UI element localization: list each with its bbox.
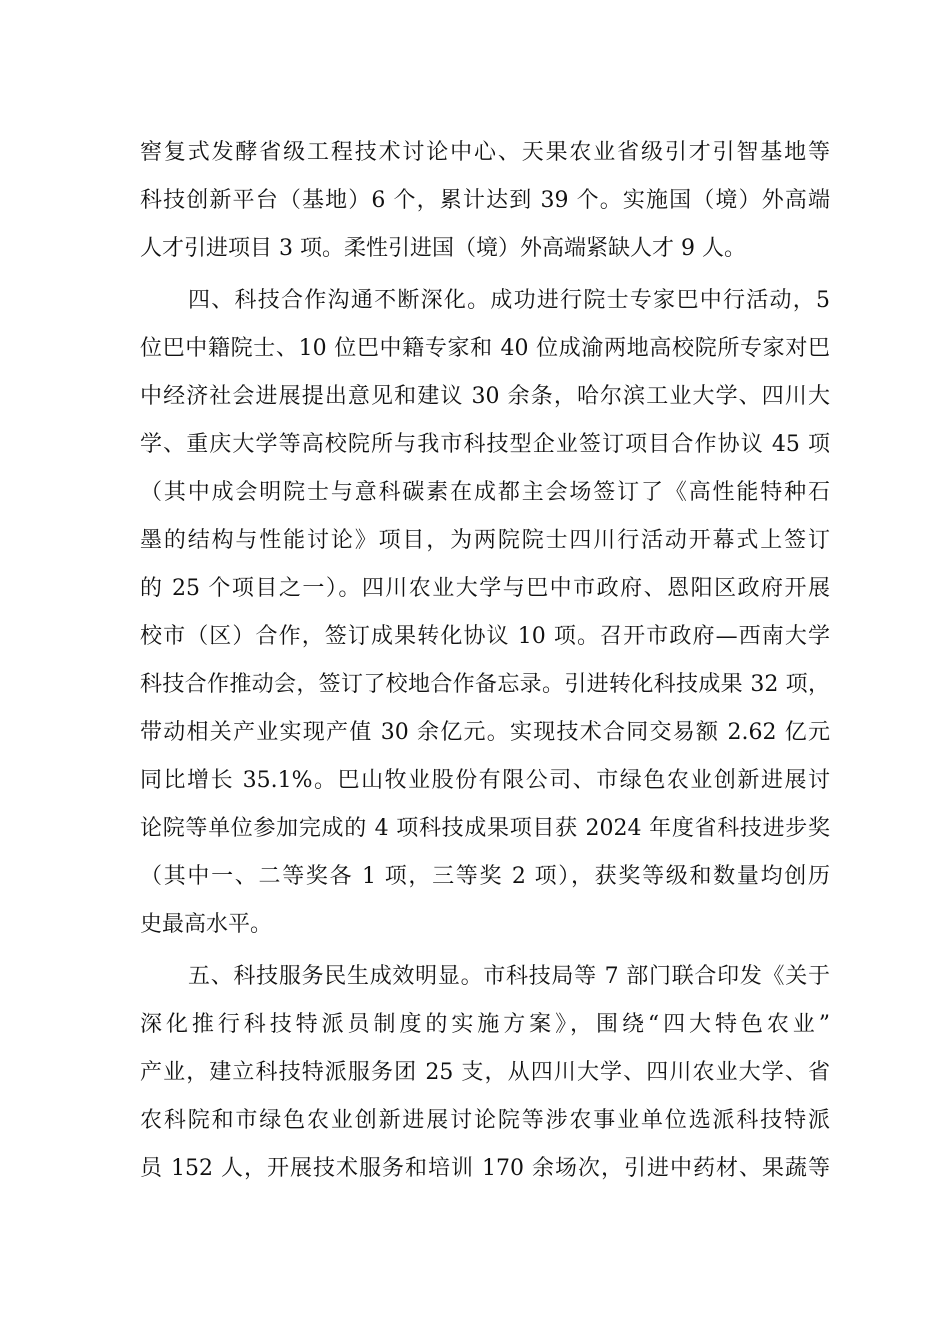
paragraph-4-line-11: 同比增长 35.1%。巴山牧业股份有限公司、市绿色农业创新进展讨: [140, 768, 830, 793]
paragraph-3-line-1: 窖复式发酵省级工程技术讨论中心、天果农业省级引才引智基地等: [140, 140, 830, 165]
paragraph-3-line-2: 科技创新平台（基地）6 个，累计达到 39 个。实施国（境）外高端: [140, 188, 830, 213]
paragraph-4-line-6: 墨的结构与性能讨论》项目，为两院院士四川行活动开幕式上签订: [140, 528, 830, 553]
paragraph-4-line-13: （其中一、二等奖各 1 项，三等奖 2 项），获奖等级和数量均创历: [140, 864, 830, 889]
paragraph-5-line-1: 五、科技服务民生成效明显。市科技局等 7 部门联合印发《关于: [188, 964, 830, 989]
paragraph-5-line-5: 员 152 人，开展技术服务和培训 170 余场次，引进中药材、果蔬等: [140, 1156, 830, 1181]
paragraph-4-line-5: （其中成会明院士与意科碳素在成都主会场签订了《高性能特种石: [140, 480, 830, 505]
paragraph-5-line-2: 深化推行科技特派员制度的实施方案》，围绕“四大特色农业”: [140, 1012, 830, 1037]
paragraph-4-line-3: 中经济社会进展提出意见和建议 30 余条，哈尔滨工业大学、四川大: [140, 384, 830, 409]
paragraph-4-line-8: 校市（区）合作，签订成果转化协议 10 项。召开市政府—西南大学: [140, 624, 830, 649]
paragraph-4-line-1: 四、科技合作沟通不断深化。成功进行院士专家巴中行活动，5: [188, 288, 830, 313]
paragraph-5-line-3: 产业，建立科技特派服务团 25 支，从四川大学、四川农业大学、省: [140, 1060, 830, 1085]
paragraph-4-line-10: 带动相关产业实现产值 30 余亿元。实现技术合同交易额 2.62 亿元: [140, 720, 830, 745]
paragraph-4-line-2: 位巴中籍院士、10 位巴中籍专家和 40 位成渝两地高校院所专家对巴: [140, 336, 830, 361]
paragraph-4-line-9: 科技合作推动会，签订了校地合作备忘录。引进转化科技成果 32 项，: [140, 672, 830, 697]
paragraph-4-line-12: 论院等单位参加完成的 4 项科技成果项目获 2024 年度省科技进步奖: [140, 816, 830, 841]
paragraph-4-line-7: 的 25 个项目之一）。四川农业大学与巴中市政府、恩阳区政府开展: [140, 576, 830, 601]
paragraph-3-line-3: 人才引进项目 3 项。柔性引进国（境）外高端紧缺人才 9 人。: [140, 236, 746, 261]
paragraph-4-line-4: 学、重庆大学等高校院所与我市科技型企业签订项目合作协议 45 项: [140, 432, 830, 457]
paragraph-5-line-4: 农科院和市绿色农业创新进展讨论院等涉农事业单位选派科技特派: [140, 1108, 830, 1133]
paragraph-4-line-14: 史最高水平。: [140, 912, 273, 937]
